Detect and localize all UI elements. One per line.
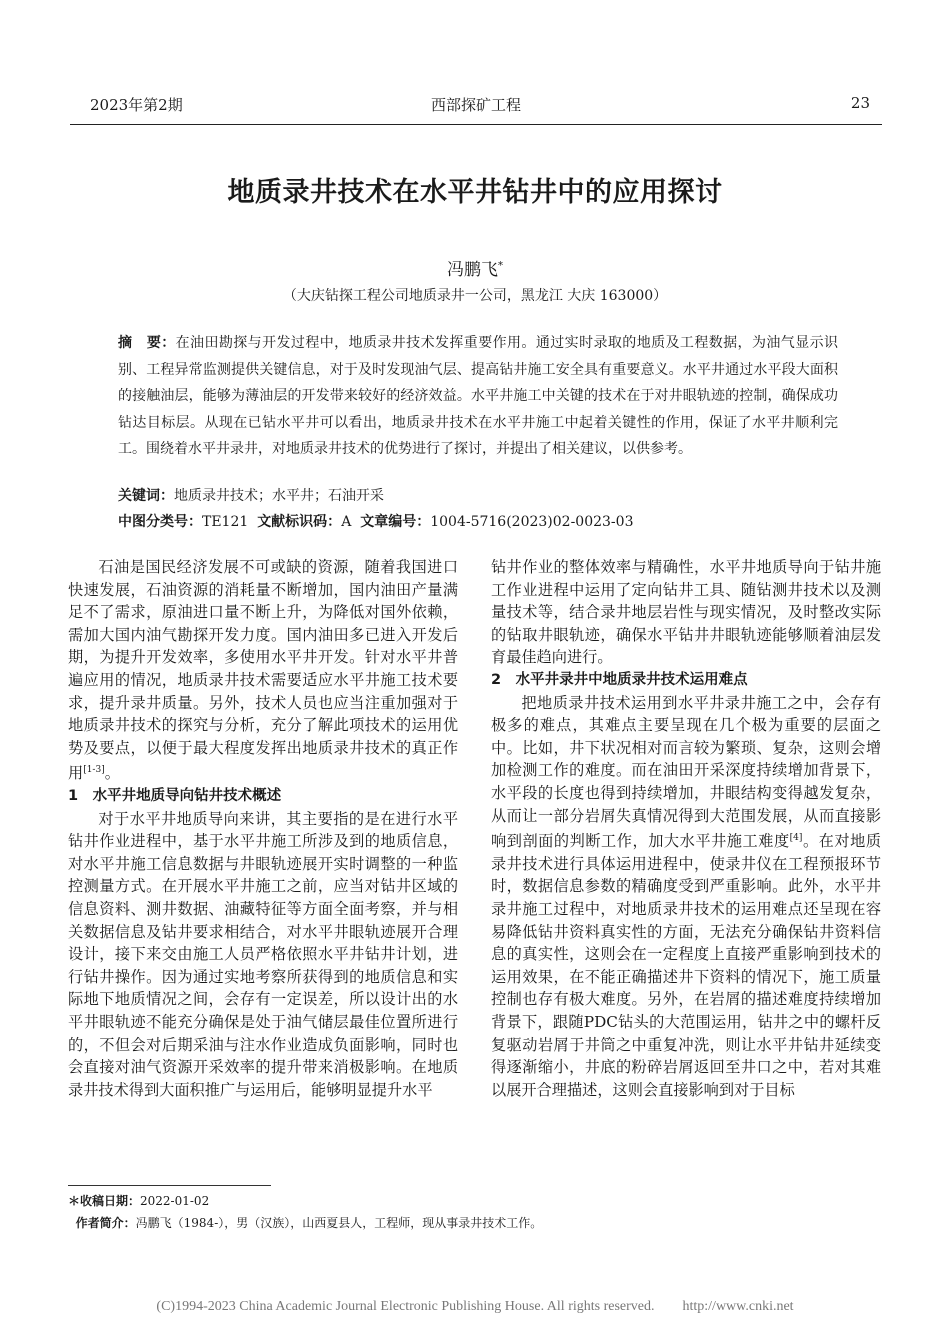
body-column-left — [68, 556, 458, 1101]
body-paragraph — [491, 692, 881, 1102]
abstract-text: 在油田勘探与开发过程中，地质录井技术发挥重要作用。通过实时录取的地质及工程数据，为油气显示识别、工程异常监测提供关键信息，对于及时发现油气层、提高钻井施工安全具有重要意义。水平井通过水平段大面积的接触油层，能够为薄油层的开发带来较好的经济效益。水平井施工中关键的技术在于对井眼轨迹的控制，确保成功钻达目标层。从现在已钻水平井可以看出，地质录井技术在水平井施工中起着关键性的作用，保证了水平井顺利完工。围绕着水平井录井，对地质录井技术的优势进行了探讨，并提出了相关建议，以供参考。 — [118, 335, 839, 457]
clc-label: 中图分类号： — [118, 514, 202, 530]
keywords-label: 关键词： — [118, 488, 174, 504]
classification-line — [118, 511, 870, 531]
keywords — [118, 485, 870, 505]
citation-ref: [1-3] — [83, 765, 105, 776]
author-footnote-mark: * — [498, 260, 503, 272]
citation-ref: [4] — [789, 833, 803, 844]
abstract — [118, 330, 838, 463]
section-heading-2: 2 水平井录井中地质录井技术运用难点 — [491, 671, 748, 688]
affiliation: （大庆钻探工程公司地质录井一公司，黑龙江 大庆 163000） — [282, 288, 668, 304]
copyright-notice: (C)1994-2023 China Academic Journal Electronic Publishing House. All rights reserved. http://www.cnki.net — [156, 1299, 794, 1314]
article-title: 地质录井技术在水平井钻井中的应用探讨 — [227, 177, 723, 208]
clc-value: TE121 — [202, 514, 249, 530]
journal-name: 西部探矿工程 — [430, 96, 521, 114]
doc-code-label: 文献标识码： — [257, 514, 342, 530]
keywords-text: 地质录井技术；水平井；石油开采 — [174, 488, 384, 504]
body-paragraph: 对于水平井地质导向来讲，其主要指的是在进行水平钻井作业进程中，基于水平井施工所涉及到的地质信息，对水平井施工信息数据与井眼轨迹展开实时调整的一种监控测量方式。在开展水平井施工之前，应当对钻井区域的信息资料、测井数据、油藏特征等方面全面考察，并与相关数据信息及钻井要求相结合，对水平井眼轨迹展开合理设计，接下来交由施工人员严格依照水平井钻井计划，进行钻井操作。因为通过实地考察所获得到的地质信息和实际地下地质情况之间，会存有一定误差，所以设计出的水平井眼轨迹不能充分确保是处于油气储层最佳位置所进行的，不但会对后期采油与注水作业造成负面影响，同时也会直接对油气资源开采效率的提升带来消极影响。在地质录井技术得到大面积推广与运用后，能够明显提升水平 — [68, 809, 458, 1099]
body-column-right — [491, 556, 881, 1101]
issue-label: 2023年第2期 — [90, 96, 183, 114]
body-paragraph: 钻井作业的整体效率与精确性，水平井地质导向于钻井施工作业进程中运用了定向钻井工具、随钻测井技术以及测量技术等，结合录井地层岩性与现实情况，及时整改实际的钻取井眼轨迹，确保水平钻井井眼轨迹能够顺着油层发育最佳趋向进行。 — [491, 558, 881, 667]
running-header — [70, 92, 882, 125]
author-bio-note: 作者简介：冯鹏飞（1984-），男（汉族），山西夏县人，工程师，现从事录井技术工作。 — [75, 1216, 543, 1230]
doc-code-value: A — [341, 514, 352, 530]
article-number-label: 文章编号： — [360, 514, 431, 530]
author-line — [0, 255, 950, 280]
received-date-note: ＊收稿日期：2022-01-02 — [68, 1194, 210, 1208]
abstract-label: 摘 要： — [118, 335, 176, 351]
footnotes — [68, 1190, 542, 1234]
section-heading-1: 1 水平井地质导向钻井技术概述 — [68, 788, 282, 804]
paragraph-text: 。在对地质录井技术进行具体运用进程中，使录井仪在工程预报环节时，数据信息参数的精确度受到严重影响。此外，水平井录井施工过程中，对地质录井技术的运用难点还呈现在容易降低钻井资料真实性的方面，无法充分确保钻井资料信息的真实性，这则会在一定程度上直接严重影响到技术的运用效果，在不能正确描述井下资料的情况下，施工质量控制也存有极大难度。另外，在岩屑的描述难度持续增加背景下，跟随PDC钻头的大范围运用，钻井之中的螺杆反复驱动岩屑于井筒之中重复冲洗，则让水平井钻井延续变得逐渐缩小，井底的粉碎岩屑返回至井口之中，若对其难以展开合理描述，这则会直接影响到对于目标 — [491, 832, 881, 1099]
paragraph-text: 石油是国民经济发展不可或缺的资源，随着我国进口快速发展，石油资源的消耗量不断增加，国内油田产量满足不了需求，原油进口量不断上升，为降低对国外依赖，需加大国内油气勘探开发力度。国内油田多已进入开发后期，为提升开发效率，多使用水平井开发。针对水平井普遍应用的情况，地质录井技术需要适应水平井施工技术要求，提升录井质量。另外，技术人员也应当注重加强对于地质录井技术的探究与分析，充分了解此项技术的运用优势及要点，以便于最大程度发挥出地质录井技术的真正作用 — [68, 558, 458, 783]
paragraph-text: 。 — [104, 764, 120, 783]
author-name: 冯鹏飞 — [447, 260, 498, 280]
article-number-value: 1004-5716(2023)02-0023-03 — [430, 514, 634, 530]
body-paragraph — [68, 556, 458, 785]
page-number: 23 — [850, 94, 870, 112]
paragraph-text: 把地质录井技术运用到水平井录井施工之中，会存有极多的难点，其难点主要呈现在几个极为重要的层面之中。比如，井下状况相对而言较为繁琐、复杂，这则会增加检测工作的难度。而在油田开采深度持续增加背景下，水平段的长度也得到持续增加，井眼结构变得越发复杂，从而让一部分岩屑失真情况得到大范围发展，从而直接影响到剖面的判断工作，加大水平井施工难度 — [491, 693, 881, 851]
footnote-divider — [68, 1185, 271, 1186]
